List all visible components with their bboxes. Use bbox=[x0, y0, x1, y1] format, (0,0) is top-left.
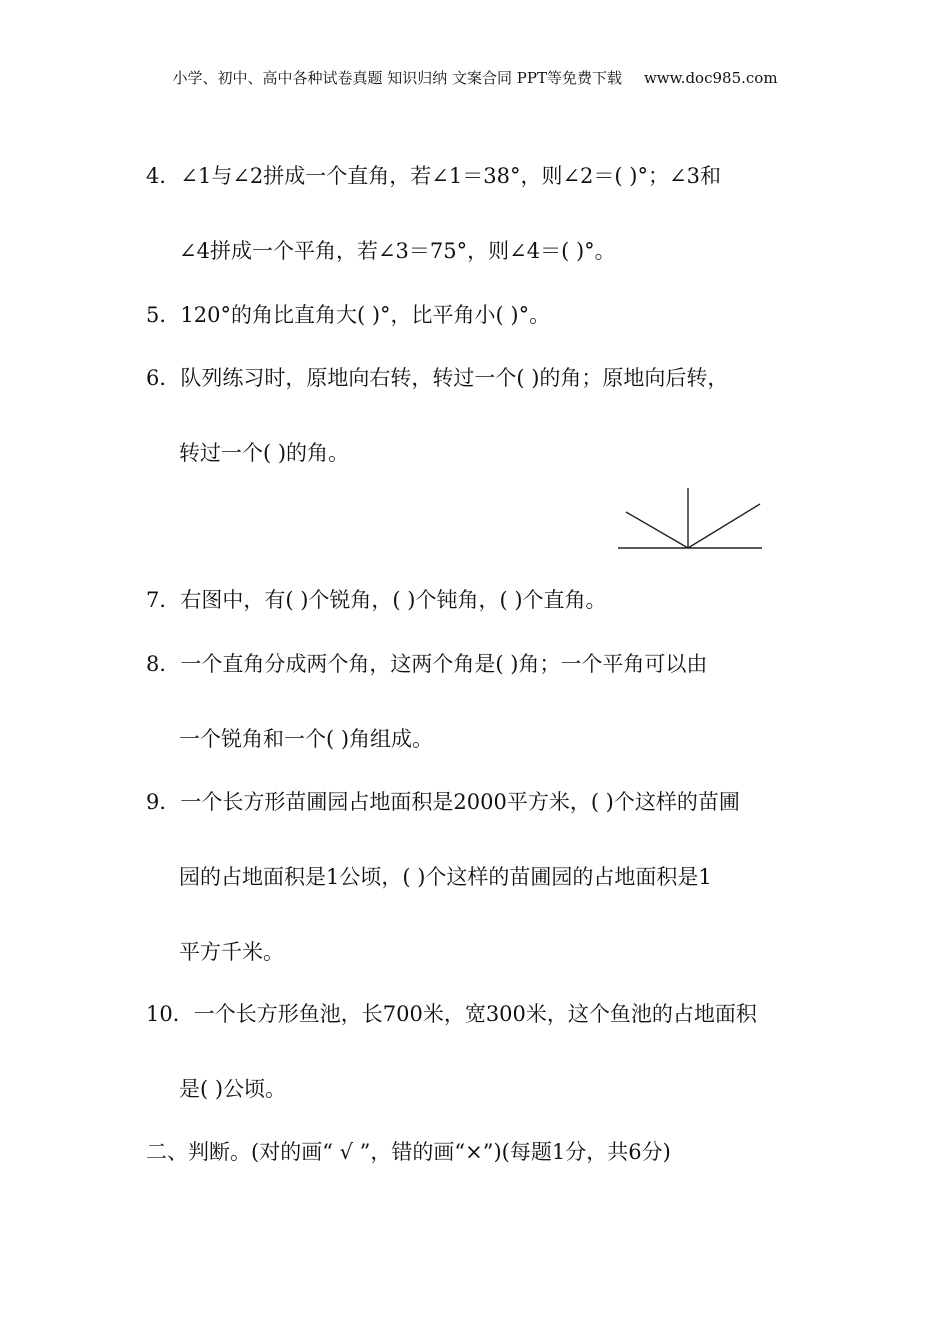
question-number: 5． bbox=[146, 303, 181, 327]
question-9-line-1 bbox=[146, 787, 740, 817]
question-text: 右图中，有( )个锐角，( )个钝角，( )个直角。 bbox=[180, 588, 607, 612]
question-4-line-1 bbox=[146, 161, 721, 191]
question-9-line-2: 园的占地面积是1公顷，( )个这样的苗圃园的占地面积是1 bbox=[179, 865, 712, 889]
question-text: ∠1与∠2拼成一个直角，若∠1＝38°，则∠2＝( )°；∠3和 bbox=[180, 164, 721, 188]
question-text: 120°的角比直角大( )°，比平角小( )°。 bbox=[180, 303, 551, 327]
question-10-line-1 bbox=[146, 999, 757, 1029]
question-4-line-2: ∠4拼成一个平角，若∠3＝75°，则∠4＝( )°。 bbox=[179, 239, 616, 263]
question-text: 队列练习时，原地向右转，转过一个( )的角；原地向后转， bbox=[180, 366, 729, 390]
question-number: 4． bbox=[146, 164, 181, 188]
question-number: 8． bbox=[146, 652, 181, 676]
angle-diagram-icon bbox=[612, 484, 772, 556]
left-ray bbox=[626, 512, 688, 548]
question-8-line-2: 一个锐角和一个( )角组成。 bbox=[179, 727, 434, 751]
question-8-line-1 bbox=[146, 649, 707, 679]
question-number: 7． bbox=[146, 588, 181, 612]
question-number: 9． bbox=[146, 790, 181, 814]
question-number: 6． bbox=[146, 366, 181, 390]
right-ray bbox=[688, 504, 760, 548]
question-10-line-2: 是( )公顷。 bbox=[179, 1077, 287, 1101]
question-7-line-1 bbox=[146, 585, 607, 615]
question-text: 一个直角分成两个角，这两个角是( )角；一个平角可以由 bbox=[180, 652, 708, 676]
question-text: 一个长方形苗圃园占地面积是2000平方米，( )个这样的苗圃 bbox=[180, 790, 740, 814]
question-5-line-1 bbox=[146, 300, 550, 330]
question-9-line-3: 平方千米。 bbox=[179, 940, 284, 964]
header-title: 小学、初中、高中各种试卷真题 知识归纳 文案合同 PPT等免费下载 bbox=[172, 69, 622, 87]
question-6-line-1 bbox=[146, 363, 728, 393]
question-6-line-2: 转过一个( )的角。 bbox=[179, 441, 350, 465]
question-number: 10． bbox=[146, 1002, 194, 1026]
question-text: 一个长方形鱼池，长700米，宽300米，这个鱼池的占地面积 bbox=[193, 1002, 757, 1026]
header-site[interactable]: www.doc985.com bbox=[643, 69, 778, 87]
section-2-title: 二、判断。(对的画“ √ ”，错的画“×”)(每题1分，共6分) bbox=[146, 1140, 671, 1164]
page-header bbox=[0, 66, 950, 90]
